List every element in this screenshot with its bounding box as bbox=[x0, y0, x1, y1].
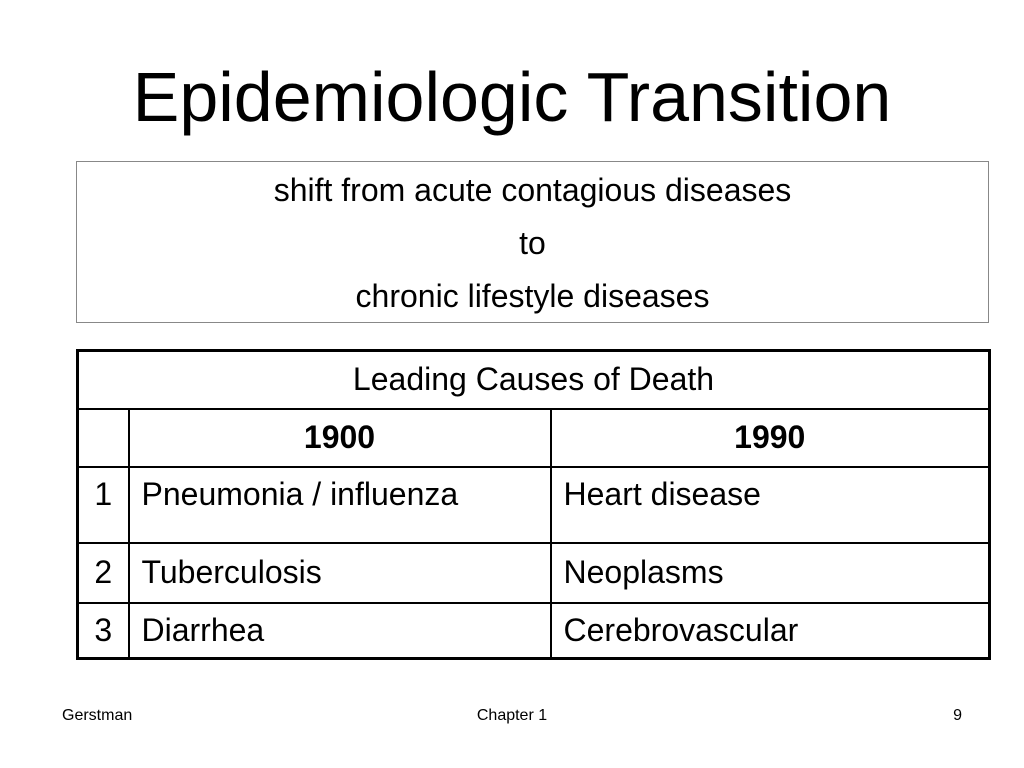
footer-page-number: 9 bbox=[953, 707, 962, 724]
year-header-1990: 1990 bbox=[551, 409, 990, 467]
rank-cell: 1 bbox=[78, 467, 129, 543]
table-row bbox=[78, 467, 990, 543]
cause-1900-cell: Diarrhea bbox=[129, 603, 551, 659]
summary-line-chronic: chronic lifestyle diseases bbox=[355, 278, 710, 314]
cause-1990-cell: Heart disease bbox=[551, 467, 990, 543]
cause-1990-cell: Cerebrovascular bbox=[551, 603, 990, 659]
footer-author: Gerstman bbox=[62, 707, 133, 724]
cause-1900-cell: Pneumonia / influenza bbox=[129, 467, 551, 543]
leading-causes-table bbox=[76, 349, 991, 660]
empty-header-cell bbox=[78, 409, 129, 467]
table-caption-row bbox=[78, 351, 990, 409]
slide-title: Epidemiologic Transition bbox=[132, 58, 892, 136]
transition-summary-box bbox=[76, 161, 989, 323]
table-caption: Leading Causes of Death bbox=[78, 351, 990, 409]
year-header-1900: 1900 bbox=[129, 409, 551, 467]
table-row bbox=[78, 603, 990, 659]
rank-cell: 2 bbox=[78, 543, 129, 603]
cause-1990-cell: Neoplasms bbox=[551, 543, 990, 603]
rank-cell: 3 bbox=[78, 603, 129, 659]
footer-chapter: Chapter 1 bbox=[476, 707, 548, 724]
cause-1900-cell: Tuberculosis bbox=[129, 543, 551, 603]
table-row bbox=[78, 543, 990, 603]
year-header-row bbox=[78, 409, 990, 467]
summary-line-from: shift from acute contagious diseases bbox=[273, 172, 792, 208]
summary-line-to: to bbox=[519, 225, 546, 261]
